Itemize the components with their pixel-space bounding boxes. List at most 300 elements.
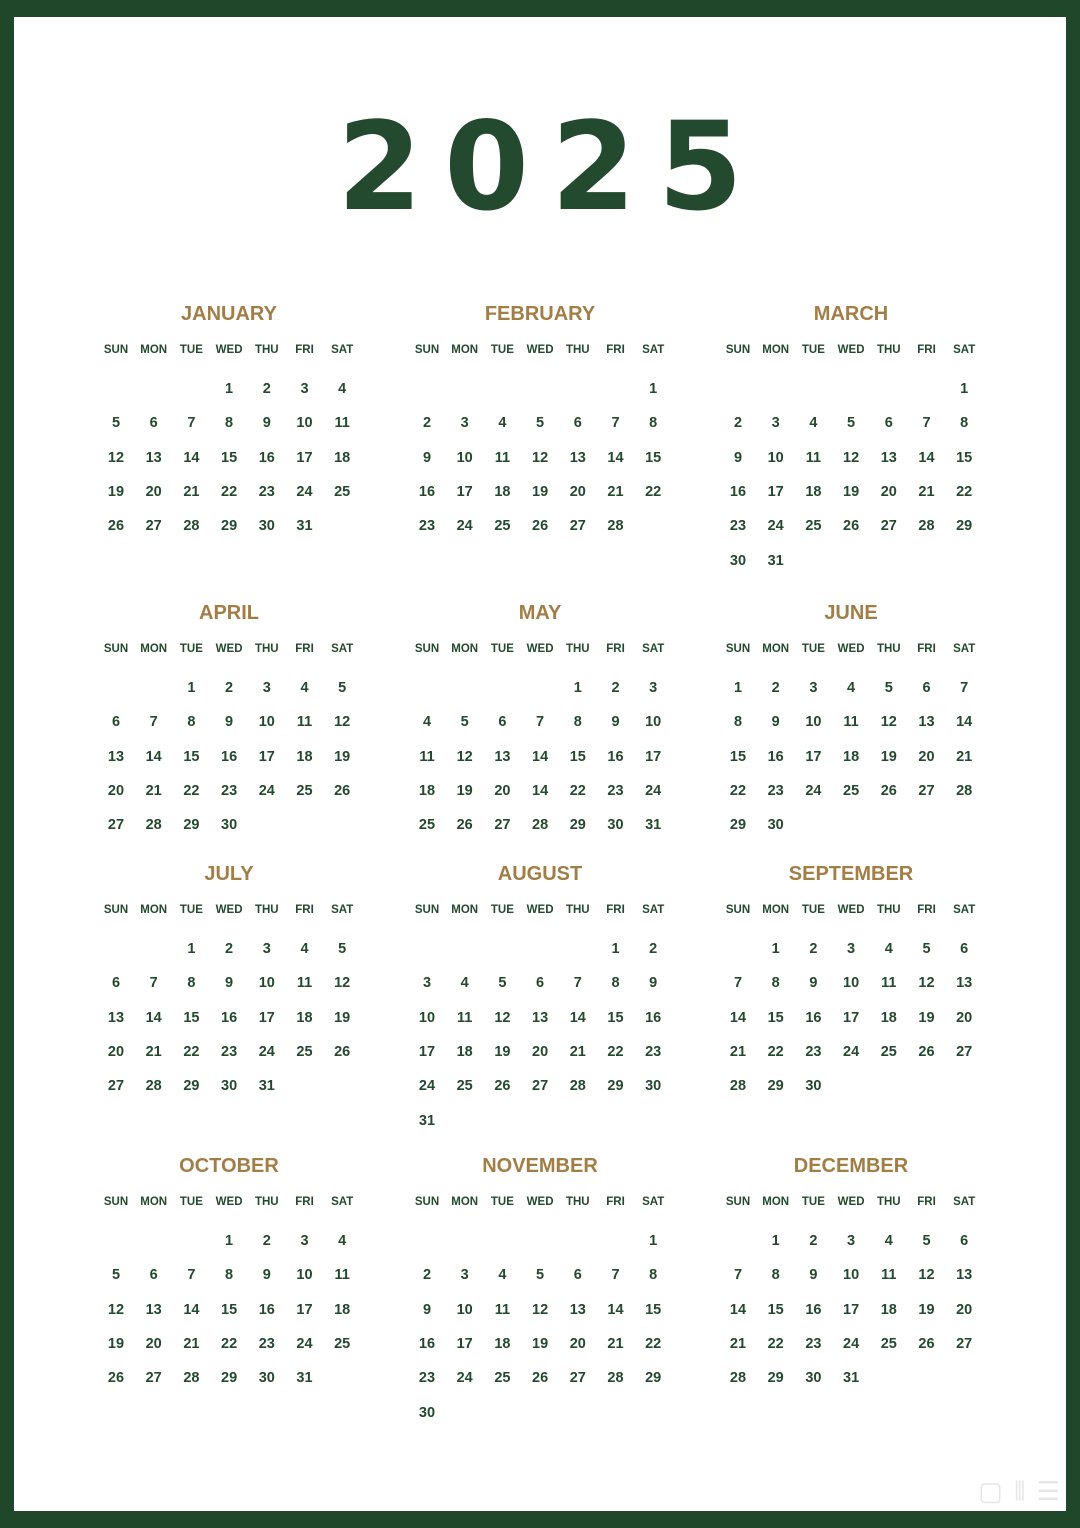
day-cell: 20	[918, 748, 935, 765]
day-cell: 25	[296, 1043, 313, 1060]
weekday-label: SUN	[103, 344, 129, 356]
weekday-label: TUE	[490, 643, 514, 655]
day-cell: 19	[494, 1043, 511, 1060]
day-cell: 19	[880, 748, 897, 765]
day-cell: 13	[918, 714, 935, 731]
day-cell: 6	[922, 680, 931, 696]
day-cell: 15	[221, 1301, 238, 1318]
day-cell: 15	[221, 449, 238, 466]
day-cell: 14	[607, 449, 624, 466]
day-cell: 29	[767, 1078, 784, 1095]
day-cell: 19	[918, 1301, 935, 1318]
weekday-label: SAT	[331, 1196, 354, 1208]
day-cell: 9	[422, 449, 432, 466]
day-cell: 30	[418, 1404, 436, 1421]
day-cell: 24	[418, 1078, 436, 1095]
day-cell: 22	[956, 483, 973, 500]
day-cell: 10	[258, 975, 275, 992]
day-cell: 19	[334, 1009, 351, 1026]
day-cell: 24	[296, 1335, 313, 1352]
day-cell: 26	[532, 518, 549, 535]
day-cell: 3	[460, 1267, 469, 1284]
day-cell: 12	[456, 748, 473, 765]
day-cell: 7	[733, 1267, 743, 1284]
weekday-label: MON	[451, 904, 479, 916]
day-cell: 10	[767, 449, 784, 466]
day-cell: 14	[918, 449, 935, 466]
day-cell: 16	[221, 1009, 238, 1026]
day-cell: 11	[494, 1301, 511, 1318]
month-name: JULY	[204, 863, 254, 885]
day-cell: 31	[843, 1370, 860, 1387]
month-name: SEPTEMBER	[788, 863, 914, 885]
day-cell: 15	[645, 1301, 662, 1318]
day-cell: 13	[880, 449, 897, 466]
day-cell: 8	[649, 1267, 658, 1284]
day-cell: 27	[918, 782, 935, 799]
day-cell: 14	[607, 1301, 624, 1318]
day-cell: 6	[111, 714, 121, 731]
day-cell: 1	[225, 381, 234, 397]
day-cell: 3	[262, 680, 271, 696]
day-cell: 25	[880, 1335, 897, 1352]
day-cell: 2	[809, 1233, 818, 1249]
month-name: JUNE	[824, 602, 878, 624]
day-cell: 14	[729, 1009, 747, 1026]
weekday-label: TUE	[490, 904, 514, 916]
day-cell: 17	[296, 1301, 313, 1318]
day-cell: 6	[149, 1267, 158, 1284]
day-cell: 28	[918, 518, 935, 535]
day-cell: 27	[494, 817, 511, 834]
weekday-label: THU	[876, 904, 901, 916]
day-cell: 4	[300, 941, 309, 957]
month-name: MARCH	[813, 303, 889, 325]
day-cell: 21	[607, 1335, 624, 1352]
day-cell: 13	[145, 449, 162, 466]
day-cell: 22	[767, 1043, 784, 1060]
day-cell: 19	[532, 1335, 549, 1352]
weekday-label: MON	[140, 904, 168, 916]
day-cell: 15	[729, 748, 747, 765]
day-cell: 21	[145, 1043, 162, 1060]
day-cell: 29	[956, 518, 973, 535]
day-cell: 10	[296, 415, 313, 432]
day-cell: 29	[729, 817, 747, 834]
day-cell: 19	[334, 748, 351, 765]
day-cell: 24	[645, 782, 662, 799]
day-cell: 22	[607, 1043, 624, 1060]
day-cell: 8	[649, 415, 658, 432]
month-name: AUGUST	[497, 863, 583, 885]
day-cell: 17	[418, 1043, 436, 1060]
day-cell: 4	[422, 714, 432, 731]
weekday-label: MON	[451, 1196, 479, 1208]
day-cell: 28	[145, 1078, 162, 1095]
day-cell: 20	[494, 782, 511, 799]
day-cell: 6	[884, 415, 893, 432]
day-cell: 14	[145, 748, 162, 765]
day-cell: 28	[569, 1078, 586, 1095]
day-cell: 13	[532, 1009, 549, 1026]
day-cell: 16	[767, 748, 784, 765]
day-cell: 18	[334, 1301, 351, 1318]
day-cell: 28	[729, 1370, 747, 1387]
weekday-label: MON	[762, 1196, 790, 1208]
day-cell: 20	[145, 1335, 162, 1352]
day-cell: 16	[607, 748, 624, 765]
month-name: JANUARY	[181, 303, 277, 325]
day-cell: 3	[847, 1233, 856, 1249]
day-cell: 15	[645, 449, 662, 466]
day-cell: 8	[960, 415, 969, 432]
day-cell: 11	[881, 975, 897, 992]
day-cell: 7	[187, 415, 196, 432]
weekday-label: SUN	[103, 1196, 129, 1208]
day-cell: 7	[960, 680, 969, 696]
day-cell: 24	[456, 518, 473, 535]
weekday-label: FRI	[295, 1196, 314, 1208]
day-cell: 18	[880, 1009, 897, 1026]
weekday-label: FRI	[606, 344, 625, 356]
day-cell: 17	[296, 449, 313, 466]
day-cell: 25	[880, 1043, 897, 1060]
day-cell: 16	[645, 1009, 662, 1026]
day-cell: 9	[771, 714, 780, 731]
day-cell: 2	[611, 680, 620, 696]
day-cell: 5	[922, 1233, 931, 1249]
day-cell: 23	[418, 1370, 436, 1387]
day-cell: 29	[645, 1370, 662, 1387]
day-cell: 4	[847, 680, 856, 696]
weekday-label: MON	[762, 904, 790, 916]
day-cell: 1	[611, 941, 620, 957]
day-cell: 2	[733, 415, 743, 432]
month-name: OCTOBER	[179, 1155, 279, 1177]
day-cell: 26	[880, 782, 897, 799]
month-name: NOVEMBER	[482, 1155, 598, 1177]
day-cell: 10	[843, 975, 860, 992]
day-cell: 20	[532, 1043, 549, 1060]
day-cell: 3	[649, 680, 658, 696]
day-cell: 30	[645, 1078, 662, 1095]
weekday-label: THU	[254, 643, 279, 655]
day-cell: 4	[300, 680, 309, 696]
day-cell: 7	[187, 1267, 196, 1284]
day-cell: 11	[881, 1267, 897, 1284]
day-cell: 17	[258, 748, 275, 765]
day-cell: 13	[107, 1009, 125, 1026]
day-cell: 3	[300, 1233, 309, 1249]
weekday-label: THU	[254, 344, 279, 356]
weekday-label: SAT	[331, 344, 354, 356]
day-cell: 3	[300, 381, 309, 397]
day-cell: 4	[884, 1233, 893, 1249]
weekday-label: WED	[837, 643, 865, 655]
watermark: ▢ ⦀ ☰	[978, 1476, 1062, 1506]
day-cell: 26	[107, 1370, 125, 1387]
day-cell: 29	[183, 817, 200, 834]
day-cell: 26	[918, 1335, 935, 1352]
day-cell: 10	[418, 1009, 436, 1026]
day-cell: 21	[607, 483, 624, 500]
day-cell: 2	[225, 680, 234, 696]
day-cell: 5	[847, 415, 856, 432]
day-cell: 4	[884, 941, 893, 957]
weekday-label: THU	[565, 1196, 590, 1208]
day-cell: 17	[843, 1301, 860, 1318]
day-cell: 23	[221, 1043, 238, 1060]
day-cell: 26	[532, 1370, 549, 1387]
day-cell: 8	[771, 1267, 780, 1284]
day-cell: 12	[843, 449, 860, 466]
day-cell: 16	[258, 1301, 275, 1318]
day-cell: 27	[532, 1078, 549, 1095]
weekday-label: MON	[140, 344, 168, 356]
day-cell: 22	[183, 1043, 200, 1060]
weekday-label: FRI	[606, 1196, 625, 1208]
day-cell: 12	[334, 975, 351, 992]
day-cell: 1	[649, 381, 658, 397]
weekday-label: WED	[526, 904, 554, 916]
weekday-label: TUE	[490, 344, 514, 356]
day-cell: 3	[771, 415, 780, 432]
day-cell: 5	[338, 941, 347, 957]
day-cell: 2	[422, 1267, 432, 1284]
day-cell: 13	[956, 975, 973, 992]
day-cell: 2	[649, 941, 658, 957]
day-cell: 19	[532, 483, 549, 500]
day-cell: 14	[183, 1301, 200, 1318]
day-cell: 16	[418, 483, 436, 500]
day-cell: 6	[536, 975, 545, 992]
day-cell: 11	[457, 1009, 473, 1026]
day-cell: 17	[456, 1335, 473, 1352]
day-cell: 1	[960, 381, 969, 397]
day-cell: 27	[107, 817, 125, 834]
weekday-label: FRI	[917, 643, 936, 655]
weekday-label: MON	[140, 1196, 168, 1208]
day-cell: 19	[456, 782, 473, 799]
day-cell: 14	[956, 714, 973, 731]
day-cell: 31	[296, 518, 313, 535]
day-cell: 16	[729, 483, 747, 500]
day-cell: 24	[843, 1335, 860, 1352]
day-cell: 4	[809, 415, 818, 432]
day-cell: 20	[107, 1043, 125, 1060]
day-cell: 10	[456, 1301, 473, 1318]
month-name: APRIL	[199, 602, 259, 624]
day-cell: 5	[460, 714, 469, 731]
day-cell: 12	[107, 1301, 125, 1318]
day-cell: 18	[880, 1301, 897, 1318]
day-cell: 17	[456, 483, 473, 500]
weekday-label: SAT	[953, 904, 976, 916]
day-cell: 18	[494, 1335, 511, 1352]
day-cell: 7	[573, 975, 582, 992]
weekday-label: WED	[215, 1196, 243, 1208]
day-cell: 25	[494, 518, 511, 535]
day-cell: 11	[494, 449, 511, 466]
day-cell: 25	[494, 1370, 511, 1387]
day-cell: 9	[225, 975, 234, 992]
day-cell: 27	[956, 1043, 973, 1060]
day-cell: 11	[296, 975, 313, 992]
day-cell: 11	[334, 1267, 350, 1284]
day-cell: 30	[729, 552, 747, 569]
day-cell: 23	[767, 782, 784, 799]
weekday-label: MON	[451, 344, 479, 356]
day-cell: 9	[809, 1267, 818, 1284]
weekday-label: FRI	[917, 904, 936, 916]
day-cell: 14	[569, 1009, 586, 1026]
day-cell: 10	[296, 1267, 313, 1284]
day-cell: 9	[422, 1301, 432, 1318]
day-cell: 17	[258, 1009, 275, 1026]
day-cell: 26	[456, 817, 473, 834]
weekday-label: WED	[837, 1196, 865, 1208]
day-cell: 28	[729, 1078, 747, 1095]
day-cell: 15	[607, 1009, 624, 1026]
day-cell: 6	[960, 941, 969, 957]
day-cell: 22	[569, 782, 586, 799]
day-cell: 9	[611, 714, 620, 731]
day-cell: 15	[569, 748, 586, 765]
day-cell: 20	[569, 483, 586, 500]
day-cell: 23	[258, 1335, 275, 1352]
day-cell: 27	[145, 1370, 162, 1387]
day-cell: 30	[767, 817, 784, 834]
day-cell: 26	[494, 1078, 511, 1095]
day-cell: 28	[145, 817, 162, 834]
day-cell: 1	[225, 1233, 234, 1249]
weekday-label: MON	[762, 643, 790, 655]
day-cell: 21	[729, 1335, 747, 1352]
day-cell: 14	[145, 1009, 162, 1026]
weekday-label: SAT	[331, 904, 354, 916]
weekday-label: SAT	[953, 643, 976, 655]
day-cell: 24	[296, 483, 313, 500]
weekday-label: MON	[451, 643, 479, 655]
day-cell: 16	[805, 1009, 822, 1026]
day-cell: 4	[498, 415, 507, 432]
day-cell: 2	[225, 941, 234, 957]
weekday-label: SUN	[103, 643, 129, 655]
day-cell: 18	[296, 1009, 313, 1026]
weekday-label: WED	[215, 904, 243, 916]
day-cell: 6	[498, 714, 507, 731]
day-cell: 11	[843, 714, 859, 731]
day-cell: 13	[569, 449, 586, 466]
weekday-label: SUN	[414, 643, 440, 655]
day-cell: 1	[187, 680, 196, 696]
weekday-label: FRI	[295, 904, 314, 916]
day-cell: 17	[805, 748, 822, 765]
day-cell: 25	[418, 817, 436, 834]
day-cell: 21	[183, 1335, 200, 1352]
day-cell: 24	[456, 1370, 473, 1387]
day-cell: 3	[262, 941, 271, 957]
day-cell: 21	[569, 1043, 586, 1060]
weekday-label: SAT	[331, 643, 354, 655]
weekday-label: TUE	[179, 904, 203, 916]
day-cell: 24	[843, 1043, 860, 1060]
day-cell: 23	[729, 518, 747, 535]
day-cell: 10	[456, 449, 473, 466]
day-cell: 18	[494, 483, 511, 500]
day-cell: 18	[805, 483, 822, 500]
day-cell: 8	[187, 975, 196, 992]
weekday-label: THU	[876, 1196, 901, 1208]
day-cell: 22	[221, 483, 238, 500]
day-cell: 24	[258, 782, 275, 799]
day-cell: 12	[494, 1009, 511, 1026]
day-cell: 31	[258, 1078, 275, 1095]
day-cell: 8	[611, 975, 620, 992]
day-cell: 12	[107, 449, 125, 466]
day-cell: 27	[569, 518, 586, 535]
day-cell: 8	[771, 975, 780, 992]
weekday-label: SAT	[642, 344, 665, 356]
weekday-label: TUE	[179, 1196, 203, 1208]
day-cell: 11	[334, 415, 350, 432]
day-cell: 12	[880, 714, 897, 731]
weekday-label: THU	[876, 344, 901, 356]
day-cell: 29	[569, 817, 586, 834]
day-cell: 27	[107, 1078, 125, 1095]
day-cell: 16	[805, 1301, 822, 1318]
day-cell: 7	[611, 415, 620, 432]
day-cell: 6	[111, 975, 121, 992]
day-cell: 22	[767, 1335, 784, 1352]
day-cell: 20	[956, 1009, 973, 1026]
weekday-label: TUE	[179, 643, 203, 655]
day-cell: 27	[880, 518, 897, 535]
weekday-label: TUE	[801, 643, 825, 655]
day-cell: 5	[111, 415, 121, 432]
day-cell: 30	[805, 1078, 822, 1095]
weekday-label: FRI	[606, 904, 625, 916]
day-cell: 16	[258, 449, 275, 466]
day-cell: 28	[532, 817, 549, 834]
day-cell: 29	[607, 1078, 624, 1095]
day-cell: 26	[843, 518, 860, 535]
day-cell: 9	[262, 1267, 271, 1284]
day-cell: 25	[334, 483, 351, 500]
weekday-label: SUN	[414, 1196, 440, 1208]
weekday-label: SUN	[725, 1196, 751, 1208]
month-name: MAY	[518, 602, 562, 624]
month-name: FEBRUARY	[484, 303, 596, 325]
day-cell: 19	[918, 1009, 935, 1026]
day-cell: 5	[338, 680, 347, 696]
day-cell: 13	[956, 1267, 973, 1284]
day-cell: 9	[649, 975, 658, 992]
day-cell: 23	[607, 782, 624, 799]
day-cell: 31	[296, 1370, 313, 1387]
day-cell: 30	[221, 817, 238, 834]
weekday-label: SUN	[725, 643, 751, 655]
day-cell: 2	[771, 680, 780, 696]
day-cell: 2	[262, 381, 271, 397]
day-cell: 19	[107, 483, 125, 500]
day-cell: 23	[805, 1335, 822, 1352]
day-cell: 24	[805, 782, 822, 799]
day-cell: 5	[498, 975, 507, 992]
day-cell: 1	[187, 941, 196, 957]
day-cell: 25	[296, 782, 313, 799]
day-cell: 14	[532, 748, 549, 765]
